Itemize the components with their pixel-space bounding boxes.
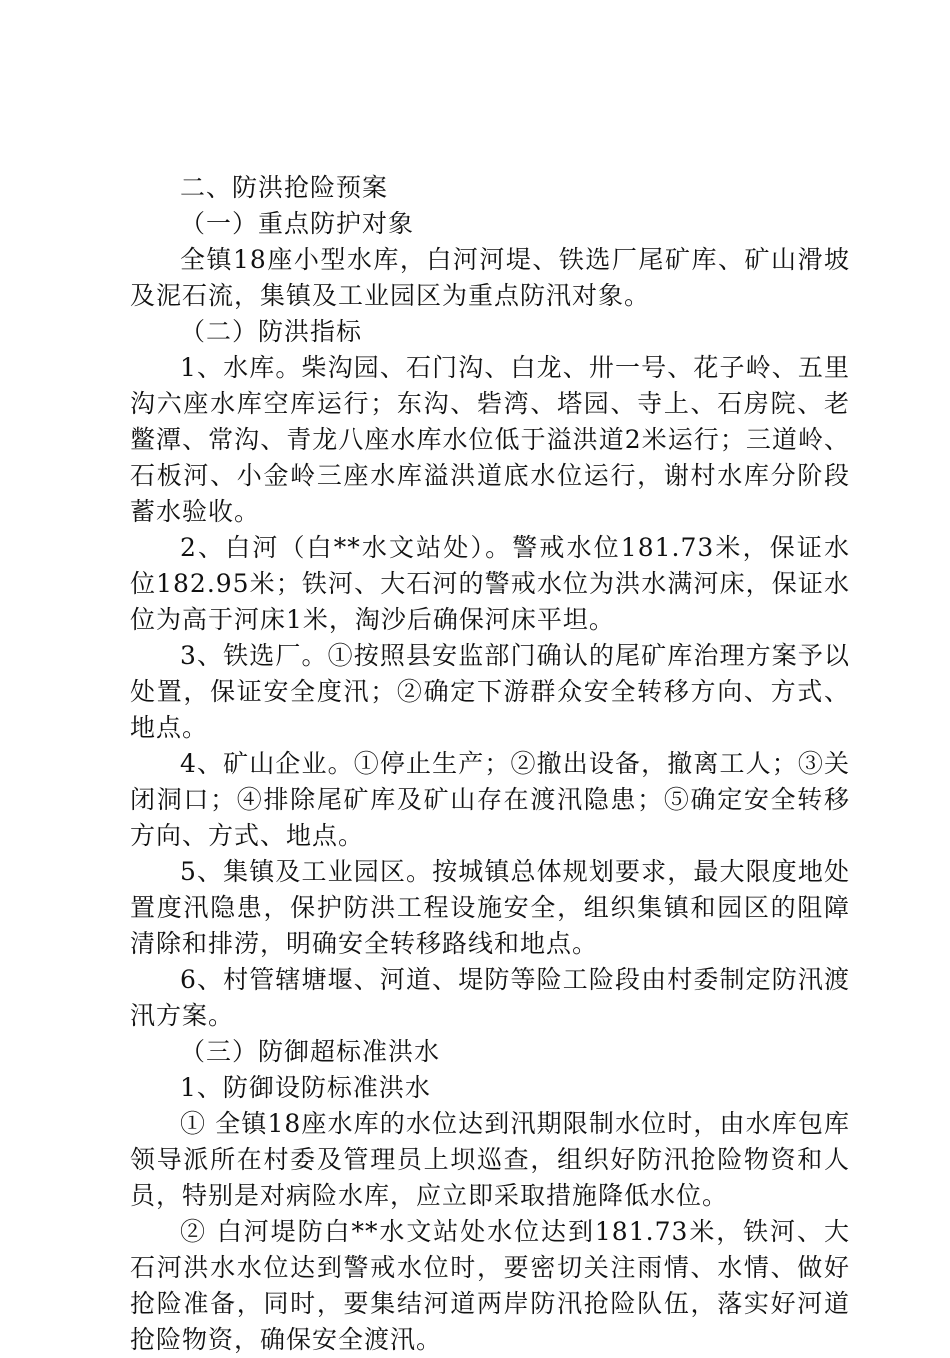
document-body [130, 170, 850, 1358]
subheading-key-protection-targets: （一）重点防护对象 [180, 209, 415, 238]
paragraph-baihe-river: 2、白河（白**水文站处）。警戒水位181.73米，保证水位182.95米；铁河、大石河的警戒水位为洪水满河床，保证水位为高于河床1米，淘沙后确保河床平坦。 [130, 533, 850, 634]
section-heading-flood-plan: 二、防洪抢险预案 [180, 173, 389, 202]
paragraph-town-industrial-park: 5、集镇及工业园区。按城镇总体规划要求，最大限度地处置度汛隐患，保护防洪工程设施安全，组织集镇和园区的阻障清除和排涝，明确安全转移路线和地点。 [130, 857, 850, 958]
paragraph-protection-targets: 全镇18座小型水库，白河河堤、铁选厂尾矿库、矿山滑坡及泥石流，集镇及工业园区为重点防汛对象。 [130, 245, 850, 310]
subheading-flood-indicators: （二）防洪指标 [180, 317, 363, 346]
paragraph-reservoirs: 1、水库。柴沟园、石门沟、白龙、卅一号、花子岭、五里沟六座水库空库运行；东沟、砦湾、塔园、寺上、石房院、老鳖潭、常沟、青龙八座水库水位低于溢洪道2米运行；三道岭、石板河、小金岭三座水库溢洪道底水位运行，谢村水库分阶段蓄水验收。 [130, 353, 850, 526]
paragraph-reservoir-limit-level: ① 全镇18座水库的水位达到汛期限制水位时，由水库包库领导派所在村委及管理员上坝巡查，组织好防汛抢险物资和人员，特别是对病险水库，应立即采取措施降低水位。 [130, 1109, 850, 1210]
paragraph-mining-enterprises: 4、矿山企业。①停止生产；②撤出设备，撤离工人；③关闭洞口；④排除尾矿库及矿山存在渡汛隐患；⑤确定安全转移方向、方式、地点。 [130, 749, 850, 850]
subheading-extreme-flood-defense: （三）防御超标准洪水 [180, 1037, 441, 1066]
paragraph-iron-plant: 3、铁选厂。①按照县安监部门确认的尾矿库治理方案予以处置，保证安全度汛；②确定下游群众安全转移方向、方式、地点。 [130, 641, 850, 742]
paragraph-design-standard-flood: 1、防御设防标准洪水 [180, 1073, 431, 1102]
paragraph-village-ponds: 6、村管辖塘堰、河道、堤防等险工险段由村委制定防汛渡汛方案。 [130, 965, 850, 1030]
paragraph-river-warning-level: ② 白河堤防白**水文站处水位达到181.73米，铁河、大石河洪水水位达到警戒水位时，要密切关注雨情、水情、做好抢险准备，同时，要集结河道两岸防汛抢险队伍，落实好河道抢险物资，确保安全渡汛。 [130, 1217, 850, 1354]
